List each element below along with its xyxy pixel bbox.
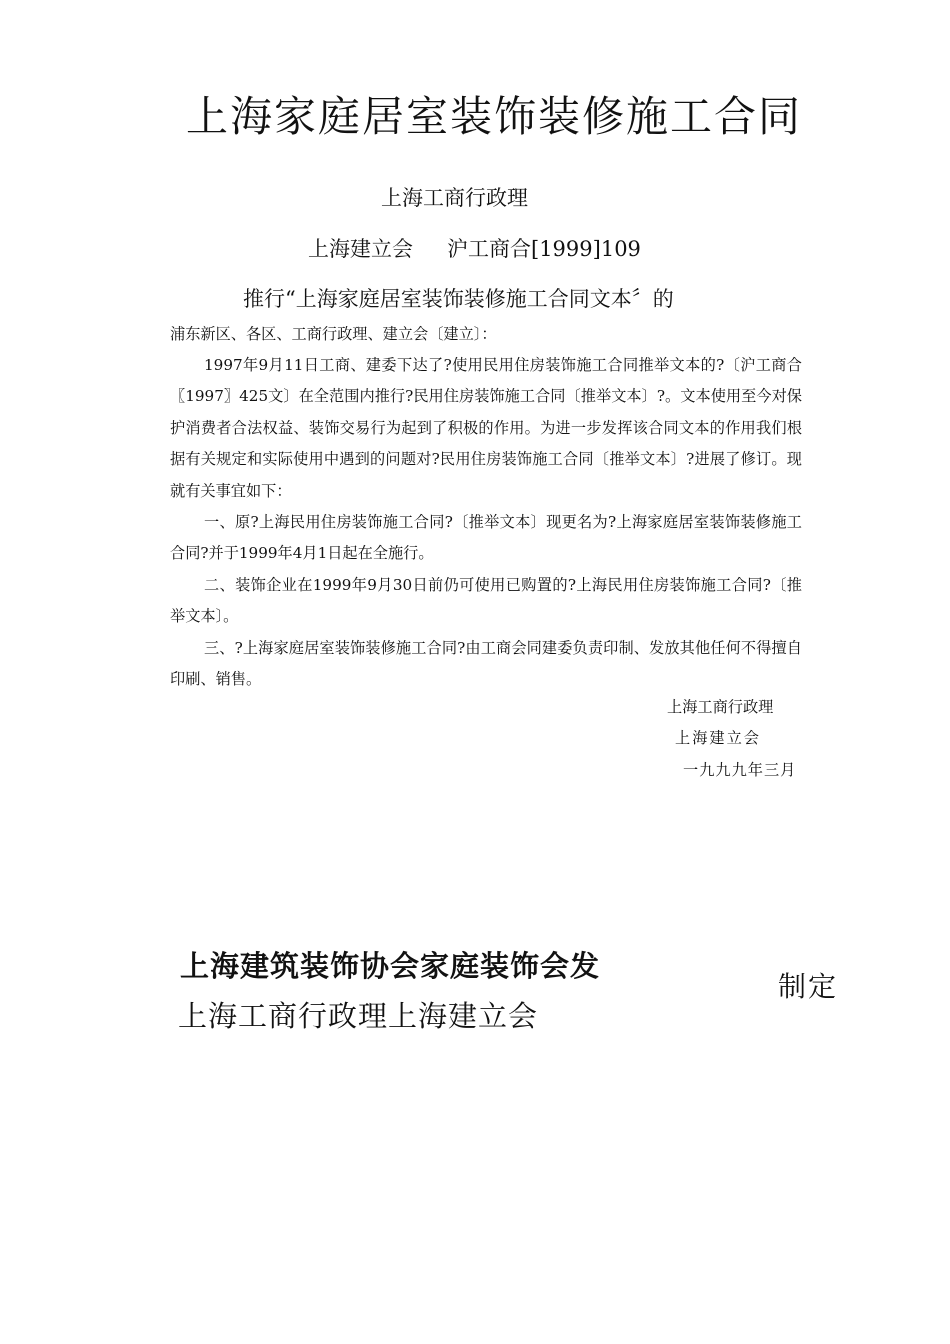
footer-authorities: 上海工商行政理上海建立会 <box>178 999 539 1033</box>
signature-date: 一九九九年三月 <box>683 761 797 779</box>
issuer-org: 上海建立会 <box>308 237 413 261</box>
document-title: 上海家庭居室装饰装修施工合同 <box>186 92 803 141</box>
issuer-line-1: 上海工商行政理 <box>381 186 528 210</box>
footer-publisher: 上海建筑装饰协会家庭装饰会发 <box>180 949 601 983</box>
document-subject: 推行“上海家庭居室装饰装修施工合同文本〞的 <box>243 287 674 311</box>
body-paragraph: 1997年9月11日工商、建委下达了?使用民用住房装饰施工合同推举文本的?〔沪工商合〖1997〗425文〕在全范围内推行?民用住房装饰施工合同〔推举文本〕?。文本使用至今对保护消费者合法权益、装饰交易行为起到了积极的作用。为进一步发挥该合同文本的作用我们根据有关规定和实际使用中遇到的问题对?民用住房装饰施工合同〔推举文本〕?进展了修订。现就有关事宜如下： <box>170 356 802 500</box>
document-reference-number: 沪工商合[1999]109 <box>447 237 641 261</box>
addressee: 浦东新区、各区、工商行政理、建立会〔建立〕： <box>170 325 497 343</box>
issuer-line-2 <box>308 233 641 263</box>
signature-org-1: 上海工商行政理 <box>667 698 774 716</box>
item-3: 三、?上海家庭居室装饰装修施工合同?由工商会同建委负责印制、发放其他任何不得擅自印刷、销售。 <box>170 639 802 689</box>
item-2: 二、装饰企业在1999年9月30日前仍可使用已购置的?上海民用住房装饰施工合同?〔推举文本〕。 <box>170 576 802 626</box>
item-1: 一、原?上海民用住房装饰施工合同?〔推举文本〕现更名为?上海家庭居室装饰装修施工合同?并于1999年4月1日起在全施行。 <box>170 513 802 563</box>
signature-org-2: 上海建立会 <box>675 729 761 747</box>
footer-made-label: 制定 <box>778 970 839 1003</box>
